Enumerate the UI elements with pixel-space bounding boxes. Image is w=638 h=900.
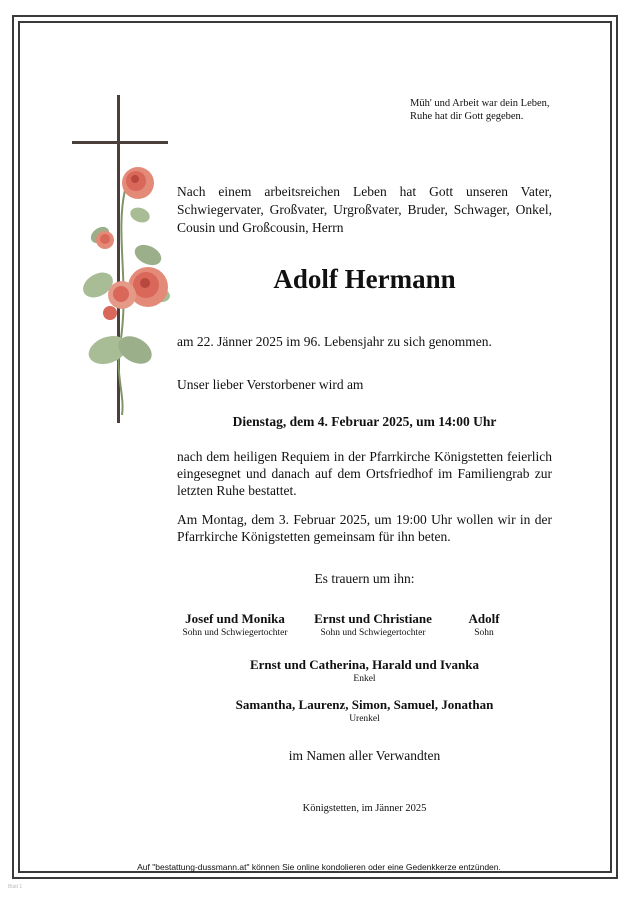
mourner-relation: Sohn und Schwiegertochter xyxy=(182,628,288,638)
motto-line-1: Müh' und Arbeit war dein Leben, xyxy=(410,98,550,109)
mourner-relation: Sohn und Schwiegertochter xyxy=(320,628,426,638)
motto-line-2: Ruhe hat dir Gott gegeben. xyxy=(410,111,524,122)
funeral-date: Dienstag, dem 4. Februar 2025, um 14:00 Uhr xyxy=(232,414,497,429)
mourner-name: Adolf xyxy=(468,611,500,626)
motto xyxy=(410,97,580,123)
mourner-relation: Enkel xyxy=(353,674,376,684)
mourner-relation: Sohn xyxy=(474,628,494,638)
mourners-heading: Es trauern um ihn: xyxy=(314,571,415,586)
intro-text: Nach einem arbeitsreichen Leben hat Gott unseren Vater, Schwiegervater, Großvater, Urgroßvater, Bruder, Schwager, Onkel, Cousin und Großcousin, Herrn xyxy=(177,184,552,235)
mourner-great-grandchildren xyxy=(177,697,552,726)
place-and-date: Königstetten, im Jänner 2025 xyxy=(302,803,427,814)
mourner-relation: Urenkel xyxy=(349,714,380,724)
prayer-text: Am Montag, dem 3. Februar 2025, um 19:00 Uhr wollen wir in der Pfarrkirche Königstetten gemeinsam für ihn beten. xyxy=(177,512,552,544)
funeral-intro: Unser lieber Verstorbener wird am xyxy=(177,377,364,392)
death-notice: am 22. Jänner 2025 im 96. Lebensjahr zu sich genommen. xyxy=(177,334,492,349)
mourner-name: Josef und Monika xyxy=(185,611,285,626)
mourner-child-2 xyxy=(309,611,437,640)
funeral-text: nach dem heiligen Requiem in der Pfarrkirche Königstetten feierlich eingesegnet und danach auf dem Ortsfriedhof im Familiengrab zur letzten Ruhe bestattet. xyxy=(177,449,552,498)
corner-mark: Blatt 1 xyxy=(8,884,23,890)
mourner-grandchildren xyxy=(177,657,552,686)
online-condolence-note: Auf "bestattung-dussmann.at" können Sie online kondolieren oder eine Gedenkkerze entzünden. xyxy=(137,862,501,872)
mourner-name: Ernst und Christiane xyxy=(314,611,432,626)
cross-with-roses-icon xyxy=(70,95,180,425)
mourner-name: Samantha, Laurenz, Simon, Samuel, Jonathan xyxy=(235,697,494,712)
mourners-closing: im Namen aller Verwandten xyxy=(288,748,441,763)
deceased-name: Adolf Hermann xyxy=(273,264,456,294)
mourner-child-3 xyxy=(460,611,508,640)
mourner-child-1 xyxy=(180,611,290,640)
mourner-name: Ernst und Catherina, Harald und Ivanka xyxy=(249,657,479,672)
